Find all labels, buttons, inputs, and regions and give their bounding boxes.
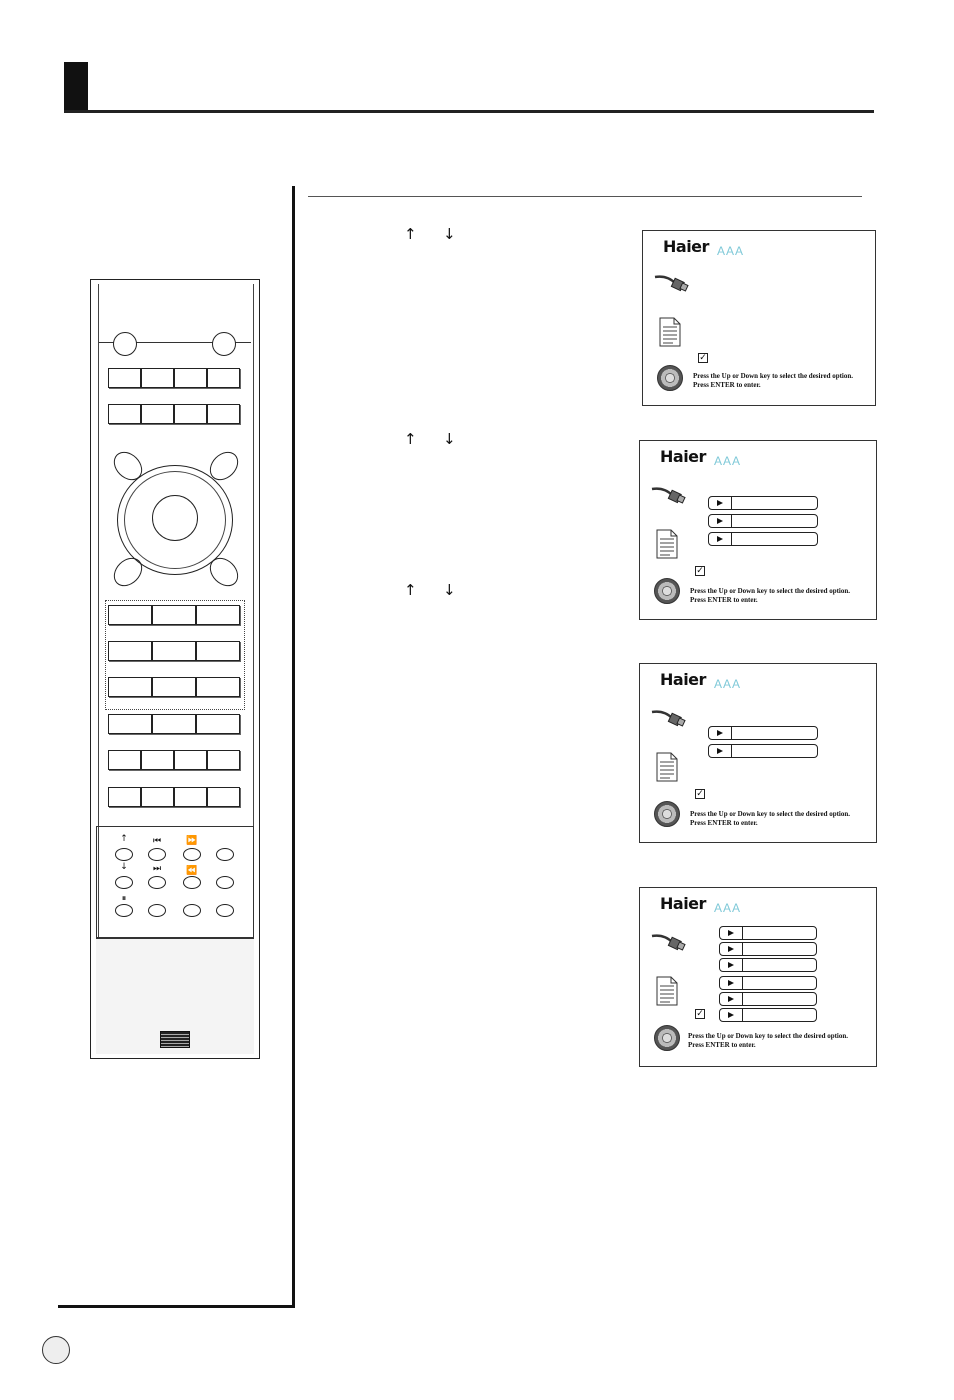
haier-logo: Haier — [660, 894, 706, 913]
color-button-row-4[interactable] — [207, 750, 240, 770]
checkbox-icon[interactable]: ✓ — [699, 353, 707, 363]
header-block — [64, 62, 88, 112]
play-triangle-icon — [709, 533, 732, 545]
film-reel-icon — [654, 801, 680, 827]
menu-option[interactable] — [719, 942, 817, 956]
rewind-icon: ⏪ — [186, 866, 198, 876]
checkbox-icon[interactable]: ✓ — [696, 1009, 704, 1019]
mute-button[interactable] — [212, 332, 236, 356]
menu-screen-4 — [639, 887, 877, 1067]
play-triangle-icon — [720, 959, 743, 971]
hint-line: Press the Up or Down key to select the desired option. — [693, 372, 854, 380]
brand-badge — [160, 1031, 190, 1048]
screen-subtitle: AAA — [714, 677, 742, 691]
hint-line: Press the Up or Down key to select the desired option. — [690, 587, 851, 595]
haier-logo: Haier — [663, 237, 709, 256]
usb-icon — [653, 271, 689, 295]
media-key-0-3[interactable] — [216, 848, 234, 861]
hint-line: Press ENTER to enter. — [693, 381, 761, 389]
screen-subtitle: AAA — [714, 454, 742, 468]
up-arrow-icon: ↑ — [120, 834, 128, 844]
haier-logo: Haier — [660, 447, 706, 466]
section-rule — [308, 196, 862, 197]
media-key-1-2[interactable] — [183, 876, 201, 889]
menu-option[interactable] — [719, 926, 817, 940]
media-key-0-0[interactable] — [115, 848, 133, 861]
document-icon — [656, 976, 678, 1006]
play-triangle-icon — [720, 977, 743, 989]
media-key-1-1[interactable] — [148, 876, 166, 889]
number-button-row4-3[interactable] — [196, 714, 240, 734]
media-key-1-0[interactable] — [115, 876, 133, 889]
down-arrow-icon: ↓ — [120, 862, 128, 872]
color-button-row-3[interactable] — [174, 750, 207, 770]
up-arrow-icon: ↑ — [404, 430, 417, 448]
down-arrow-icon: ↓ — [443, 430, 456, 448]
header-rule — [64, 110, 874, 113]
play-triangle-icon — [720, 943, 743, 955]
play-triangle-icon — [709, 727, 732, 739]
media-key-2-3[interactable] — [216, 904, 234, 917]
film-reel-icon — [654, 578, 680, 604]
menu-option[interactable] — [708, 726, 818, 740]
media-key-0-2[interactable] — [183, 848, 201, 861]
media-key-2-1[interactable] — [148, 904, 166, 917]
up-arrow-icon: ↑ — [404, 581, 417, 599]
checkbox-icon[interactable]: ✓ — [696, 566, 704, 576]
hint-line: Press the Up or Down key to select the desired option. — [688, 1032, 849, 1040]
hint-line: Press ENTER to enter. — [690, 596, 758, 604]
ok-button[interactable] — [152, 495, 198, 541]
usb-icon — [650, 706, 686, 730]
menu-option[interactable] — [719, 1008, 817, 1022]
pause-icon: ⏸ — [121, 894, 127, 904]
play-triangle-icon — [709, 497, 732, 509]
hint-line: Press the Up or Down key to select the desired option. — [690, 810, 851, 818]
power-button[interactable] — [113, 332, 137, 356]
film-reel-icon — [654, 1025, 680, 1051]
menu-option[interactable] — [708, 514, 818, 528]
menu-screen-3 — [639, 663, 877, 843]
extra-button-row-1[interactable] — [108, 787, 141, 807]
instruction-hint — [690, 810, 850, 828]
numeric-pad-frame — [105, 600, 245, 710]
extra-button-row-2[interactable] — [141, 787, 174, 807]
next-icon: ⏭ — [152, 864, 162, 874]
media-key-0-1[interactable] — [148, 848, 166, 861]
function-button-row2-3[interactable] — [174, 404, 207, 424]
media-key-1-3[interactable] — [216, 876, 234, 889]
bottom-rule — [58, 1305, 295, 1308]
fast-forward-icon: ⏩ — [186, 836, 198, 846]
play-triangle-icon — [720, 1009, 743, 1021]
page-number-circle — [42, 1336, 70, 1364]
document-icon — [659, 317, 681, 347]
function-button-row2-2[interactable] — [141, 404, 174, 424]
screen-subtitle: AAA — [717, 244, 745, 258]
down-arrow-icon: ↓ — [443, 225, 456, 243]
number-button-row4-2[interactable] — [152, 714, 196, 734]
down-arrow-icon: ↓ — [443, 581, 456, 599]
play-triangle-icon — [709, 745, 732, 757]
up-arrow-icon: ↑ — [404, 225, 417, 243]
menu-screen-2 — [639, 440, 877, 620]
play-triangle-icon — [720, 993, 743, 1005]
function-button-row1-1[interactable] — [108, 368, 141, 388]
function-button-row2-1[interactable] — [108, 404, 141, 424]
menu-option[interactable] — [719, 976, 817, 990]
menu-option[interactable] — [719, 992, 817, 1006]
column-divider — [292, 186, 295, 1308]
menu-screen-1 — [642, 230, 876, 406]
hint-line: Press ENTER to enter. — [688, 1041, 756, 1049]
color-button-row-1[interactable] — [108, 750, 141, 770]
document-icon — [656, 529, 678, 559]
extra-button-row-4[interactable] — [207, 787, 240, 807]
instruction-hint — [693, 372, 853, 390]
media-key-2-2[interactable] — [183, 904, 201, 917]
document-icon — [656, 752, 678, 782]
usb-icon — [650, 483, 686, 507]
function-button-row1-3[interactable] — [174, 368, 207, 388]
play-triangle-icon — [709, 515, 732, 527]
haier-logo: Haier — [660, 670, 706, 689]
usb-icon — [650, 930, 686, 954]
instruction-hint — [688, 1032, 848, 1050]
color-button-row-2[interactable] — [141, 750, 174, 770]
menu-option[interactable] — [708, 496, 818, 510]
play-triangle-icon — [720, 927, 743, 939]
menu-option[interactable] — [719, 958, 817, 972]
function-button-row1-4[interactable] — [207, 368, 240, 388]
number-button-row4-1[interactable] — [108, 714, 152, 734]
previous-icon: ⏮ — [152, 836, 162, 846]
screen-subtitle: AAA — [714, 901, 742, 915]
media-key-2-0[interactable] — [115, 904, 133, 917]
checkbox-icon[interactable]: ✓ — [696, 789, 704, 799]
instruction-hint — [690, 587, 850, 605]
film-reel-icon — [657, 365, 683, 391]
function-button-row1-2[interactable] — [141, 368, 174, 388]
menu-option[interactable] — [708, 744, 818, 758]
extra-button-row-3[interactable] — [174, 787, 207, 807]
hint-line: Press ENTER to enter. — [690, 819, 758, 827]
menu-option[interactable] — [708, 532, 818, 546]
function-button-row2-4[interactable] — [207, 404, 240, 424]
